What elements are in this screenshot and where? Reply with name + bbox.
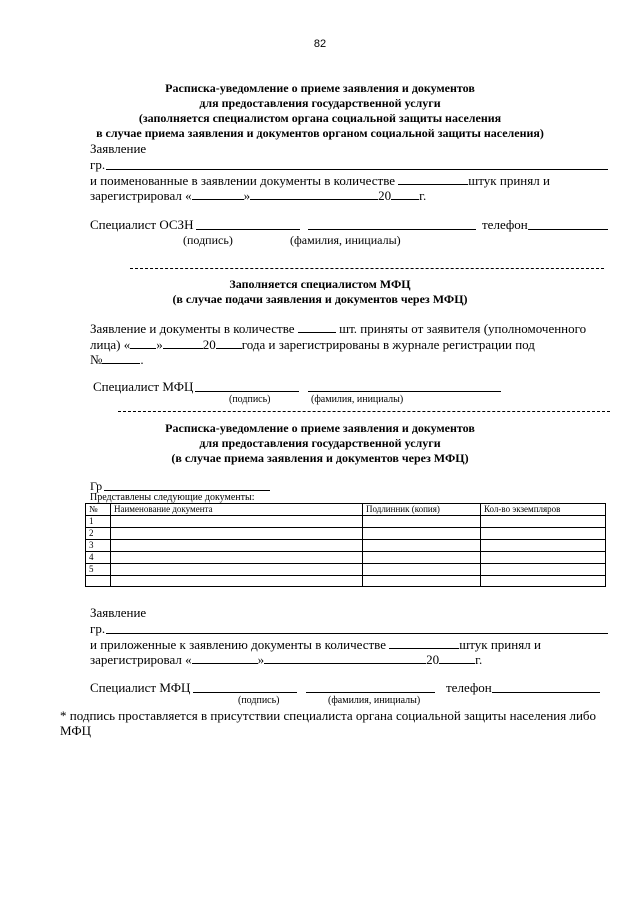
section1-title-line4: в случае приема заявления и документов органом социальной защиты населения) — [96, 126, 544, 140]
section3-pieces-text: штук принял и — [459, 637, 541, 652]
section3-quote-close: » — [257, 652, 265, 667]
table-cell-original-copy[interactable] — [363, 528, 481, 540]
section1-month-field[interactable] — [250, 187, 378, 200]
table-cell-doc-name[interactable] — [111, 516, 363, 528]
table-row — [86, 552, 606, 564]
section3-signature-caption: (подпись) — [238, 695, 280, 706]
section3-year-prefix: 20 — [426, 652, 440, 667]
section1-day-field[interactable] — [192, 187, 244, 200]
table-cell-original-copy[interactable] — [363, 552, 481, 564]
section3-attached-text: и приложенные к заявлению документы в количестве — [90, 637, 387, 652]
section3-citizen-name-field[interactable] — [106, 633, 608, 634]
section3-year-field[interactable] — [439, 651, 475, 664]
table-row-number: 2 — [86, 528, 111, 540]
section3-title-line1: Расписка-уведомление о приеме заявления и документов — [165, 421, 475, 435]
section1-application-label: Заявление — [90, 141, 147, 156]
section2-text-b: шт. приняты от заявителя (уполномоченного — [339, 321, 587, 336]
section3-title-line3: (в случае приема заявления и документов через МФЦ) — [171, 451, 469, 465]
table-cell-copies-count[interactable] — [481, 516, 606, 528]
section3-phone-field[interactable] — [492, 692, 600, 693]
section1-year-suffix: г. — [419, 188, 427, 203]
table-row-number: 3 — [86, 540, 111, 552]
table-cell-copies-count[interactable] — [481, 576, 606, 587]
section1-citizen-name-field[interactable] — [106, 169, 608, 170]
section1-phone-label: телефон — [482, 217, 528, 232]
section1-name-caption: (фамилия, инициалы) — [290, 233, 401, 247]
section1-name-field[interactable] — [308, 229, 476, 230]
section1-pieces-text: штук принял и — [468, 173, 550, 188]
table-row-number: 1 — [86, 516, 111, 528]
section3-month-field[interactable] — [264, 651, 426, 664]
section1-phone-field[interactable] — [528, 229, 608, 230]
section3-year-suffix: г. — [475, 652, 483, 667]
section1-registered-label: зарегистрировал « — [90, 188, 192, 203]
table-row-number — [86, 576, 111, 587]
section3-registered-line — [90, 651, 482, 667]
table-header-doc-name: Наименование документа — [111, 504, 363, 516]
table-cell-original-copy[interactable] — [363, 540, 481, 552]
section3-citizen-prefix2: гр. — [90, 621, 106, 636]
section3-phone-label: телефон — [446, 680, 492, 695]
table-row — [86, 564, 606, 576]
section2-date-line — [90, 336, 535, 352]
section2-quote-close: » — [156, 337, 163, 352]
separator-line-2 — [118, 411, 610, 412]
table-cell-copies-count[interactable] — [481, 540, 606, 552]
section2-period: . — [140, 352, 144, 367]
table-header-number: № — [86, 504, 111, 516]
section1-title-line2: для предоставления государственной услуги — [199, 96, 441, 110]
table-header-row — [86, 504, 606, 516]
table-header-original-copy: Подлинник (копия) — [363, 504, 481, 516]
section1-docs-count-line — [90, 172, 550, 188]
section2-specialist-label: Специалист МФЦ — [93, 379, 194, 394]
section1-quote-close: » — [243, 188, 251, 203]
table-cell-doc-name[interactable] — [111, 564, 363, 576]
table-cell-copies-count[interactable] — [481, 564, 606, 576]
section1-signature-caption: (подпись) — [183, 233, 233, 247]
table-cell-copies-count[interactable] — [481, 552, 606, 564]
page-number: 82 — [313, 38, 327, 50]
table-row — [86, 516, 606, 528]
table-cell-original-copy[interactable] — [363, 576, 481, 587]
table-cell-copies-count[interactable] — [481, 528, 606, 540]
section2-year-field[interactable] — [216, 336, 242, 349]
section1-title-line1: Расписка-уведомление о приеме заявления и документов — [165, 81, 475, 95]
section1-docs-count-text: и поименованные в заявлении документы в количестве — [90, 173, 396, 188]
footnote: * подпись проставляется в присутствии специалиста органа социальной защиты населения либо МФЦ — [60, 708, 597, 738]
section3-attached-line — [90, 636, 541, 652]
separator-line-1 — [130, 268, 604, 269]
section2-number-line — [90, 351, 144, 367]
section2-count-field[interactable] — [298, 320, 336, 333]
section3-citizen-field[interactable] — [104, 490, 270, 491]
table-cell-doc-name[interactable] — [111, 540, 363, 552]
section3-specialist-label: Специалист МФЦ — [90, 680, 191, 695]
section2-day-field[interactable] — [130, 336, 156, 349]
section2-registered-text: года и зарегистрированы в журнале регистрации под — [241, 337, 535, 352]
section1-specialist-label: Специалист ОСЗН — [90, 217, 194, 232]
section3-title-line2: для предоставления государственной услуги — [199, 436, 441, 450]
table-row-number: 5 — [86, 564, 111, 576]
section3-count-field[interactable] — [389, 636, 459, 649]
section1-signature-field[interactable] — [196, 229, 300, 230]
section1-title-line3: (заполняется специалистом органа социальной защиты населения — [138, 111, 502, 125]
table-cell-doc-name[interactable] — [111, 552, 363, 564]
table-row — [86, 540, 606, 552]
section2-person-label: лица) « — [90, 337, 131, 352]
section3-application-label: Заявление — [90, 605, 147, 620]
section2-signature-caption: (подпись) — [229, 394, 271, 405]
table-cell-original-copy[interactable] — [363, 516, 481, 528]
section3-registered-label: зарегистрировал « — [90, 652, 192, 667]
section2-title-line2: (в случае подачи заявления и документов через МФЦ) — [172, 292, 468, 306]
section2-signature-field[interactable] — [195, 391, 299, 392]
section2-year-prefix: 20 — [202, 337, 216, 352]
section2-docs-line — [90, 320, 586, 336]
section1-registered-line — [90, 187, 426, 203]
section2-month-field[interactable] — [163, 336, 203, 349]
table-cell-original-copy[interactable] — [363, 564, 481, 576]
section2-title-line1: Заполняется специалистом МФЦ — [229, 277, 411, 291]
section2-name-caption: (фамилия, инициалы) — [311, 394, 404, 405]
section2-name-field[interactable] — [308, 391, 501, 392]
section1-citizen-prefix: гр. — [90, 157, 106, 172]
section1-docs-count-field[interactable] — [398, 172, 468, 185]
section3-name-field[interactable] — [306, 692, 435, 693]
section2-number-field[interactable] — [102, 351, 140, 364]
section3-docs-presented: Представлены следующие документы: — [90, 492, 255, 503]
table-row — [86, 576, 606, 587]
section2-text-a: Заявление и документы в количестве — [90, 321, 295, 336]
documents-table — [85, 503, 606, 587]
table-row — [86, 528, 606, 540]
table-header-copies-count: Кол-во экземпляров — [481, 504, 606, 516]
table-cell-doc-name[interactable] — [111, 576, 363, 587]
section3-citizen-prefix: Гр — [90, 479, 103, 493]
section3-day-field[interactable] — [192, 651, 258, 664]
table-row-number: 4 — [86, 552, 111, 564]
section2-number-sign: № — [90, 352, 103, 367]
section3-signature-field[interactable] — [193, 692, 297, 693]
table-cell-doc-name[interactable] — [111, 528, 363, 540]
section1-year-prefix: 20 — [378, 188, 392, 203]
section3-name-caption: (фамилия, инициалы) — [328, 695, 421, 706]
section1-year-field[interactable] — [391, 187, 419, 200]
